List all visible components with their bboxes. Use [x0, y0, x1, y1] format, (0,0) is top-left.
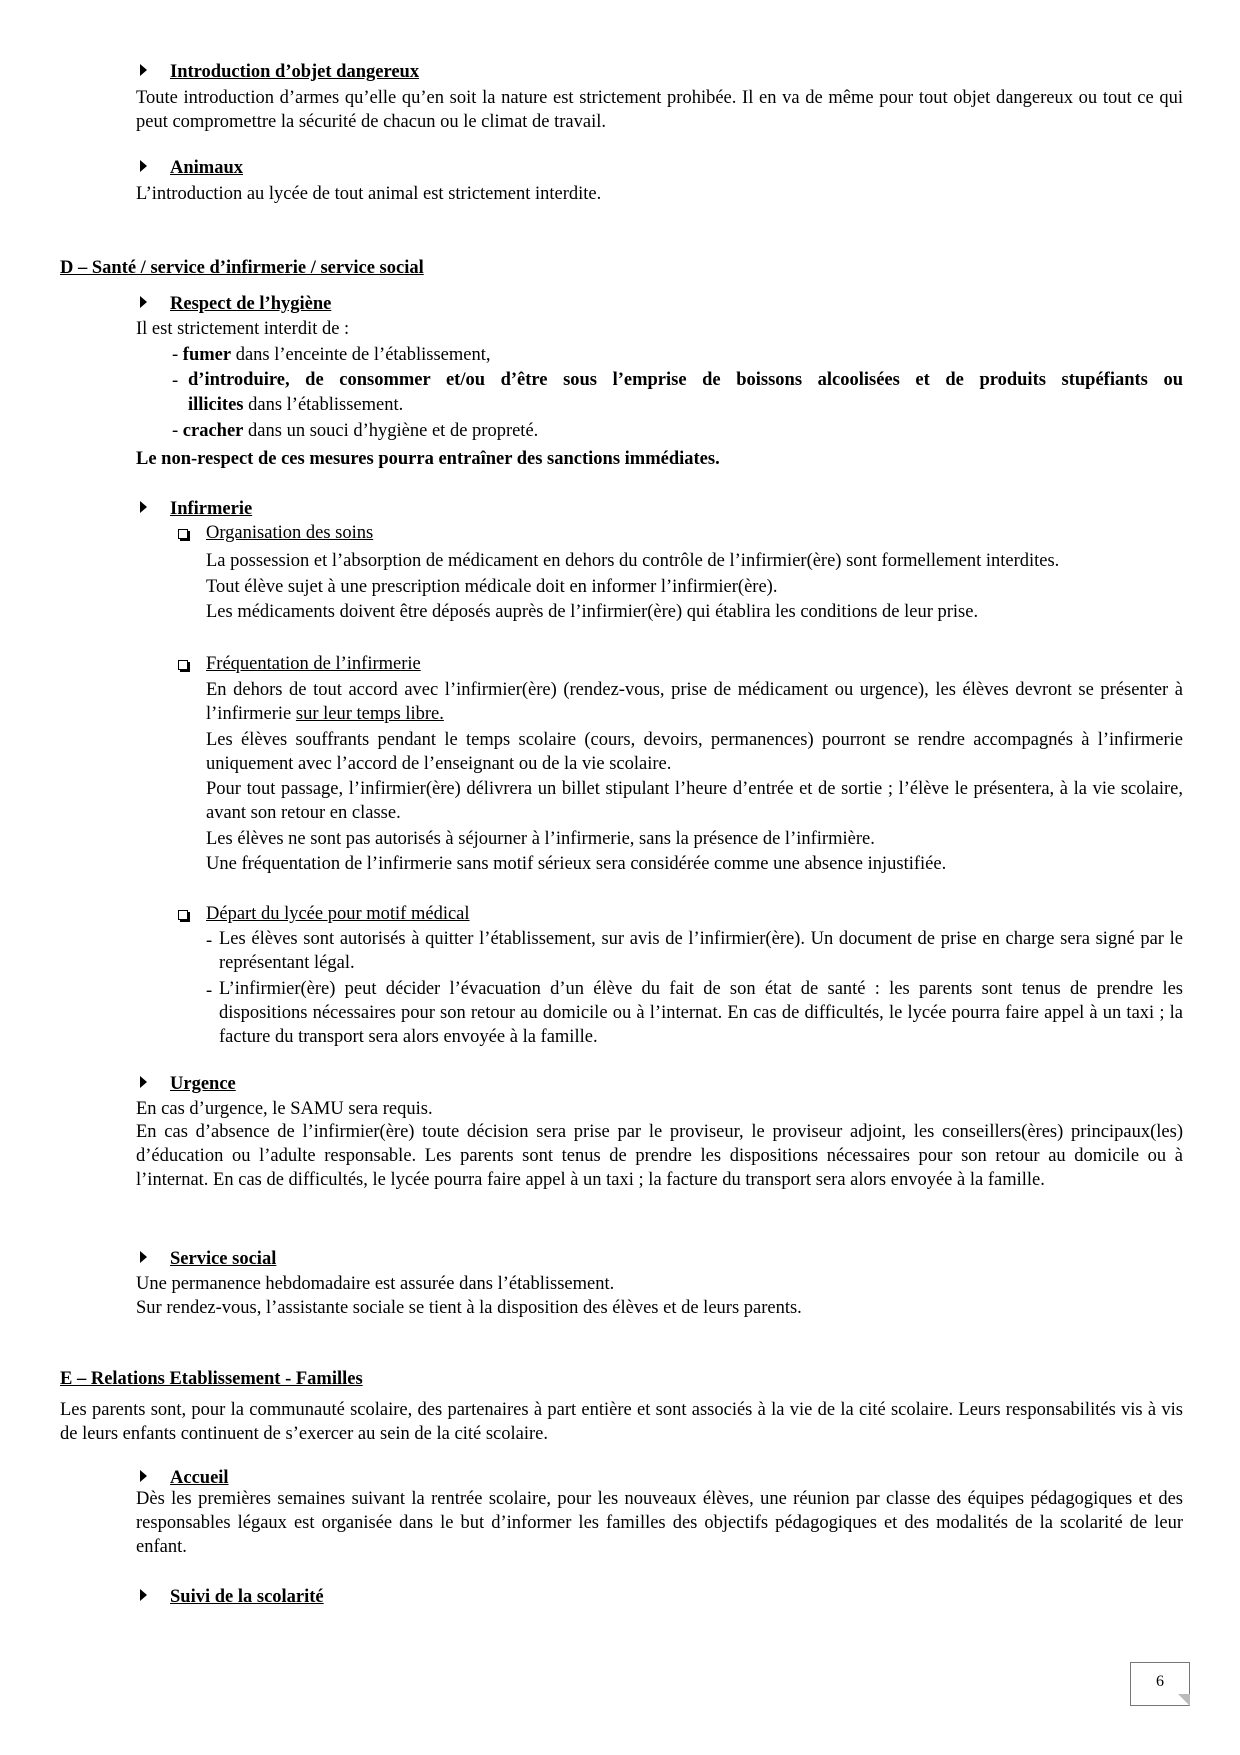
paragraph-objets: Toute introduction d’armes qu’elle qu’en soit la nature est strictement prohibée. Il en va de même pour tout objet dangereux ou tout ce qui peut compromettre la sécurité de chacun ou le climat de travail. — [136, 88, 1183, 132]
page-fold-icon — [1178, 1694, 1190, 1706]
checkbox-icon — [178, 660, 188, 670]
bullet-arrow-icon — [140, 160, 147, 172]
section-title-social: Service social — [170, 1249, 277, 1269]
sub-title-soins: Organisation des soins — [206, 523, 374, 543]
checkbox-icon — [178, 529, 188, 539]
soins-p1: La possession et l’absorption de médicament en dehors du contrôle de l’infirmier(ère) sont formellement interdites. — [206, 551, 1060, 571]
frequentation-p4: Les élèves ne sont pas autorisés à séjourner à l’infirmerie, sans la présence de l’infirmière. — [206, 829, 875, 849]
sub-title-frequentation: Fréquentation de l’infirmerie — [206, 654, 421, 674]
hygiene-item-1: - fumer dans l’enceinte de l’établissement, — [172, 345, 491, 365]
bullet-arrow-icon — [140, 1251, 147, 1263]
frequentation-p2: Les élèves souffrants pendant le temps scolaire (cours, devoirs, permanences) pourront se rendre accompagnés à l’infirmerie uniquement avec l’accord de l’enseignant ou de la vie scolaire. — [206, 730, 1183, 774]
hygiene-item-2-line1: d’introduire, de consommer et/ou d’être sous l’emprise de boissons alcoolisées et de produits stupéfiants ou — [188, 370, 1183, 390]
hygiene-item-2-bold: illicites — [188, 395, 244, 415]
hygiene-item-2-rest: dans l’établissement. — [243, 395, 404, 415]
depart-p1: Les élèves sont autorisés à quitter l’établissement, sur avis de l’infirmier(ère). Un document de prise en charge sera signé par le représentant légal. — [219, 929, 1183, 973]
depart-dash-2: - — [206, 981, 213, 1001]
frequentation-p1-underlined: sur leur temps libre. — [295, 704, 444, 724]
bullet-arrow-icon — [140, 64, 147, 76]
bullet-arrow-icon — [140, 1076, 147, 1088]
urgence-p2: En cas d’absence de l’infirmier(ère) toute décision sera prise par le proviseur, le proviseur adjoint, les conseillers(ères) principaux(les) d’éducation ou l’adulte responsable. Les parents sont tenus de prendre les dispositions nécessaires pour son retour au domicile ou à l’internat. En cas de difficultés, le lycée pourra faire appel à un taxi ; la facture du transport sera alors envoyée à la famille. — [136, 1122, 1183, 1190]
hygiene-item-2-prefix: - — [172, 371, 179, 391]
soins-p2: Tout élève sujet à une prescription médicale doit en informer l’infirmier(ère). — [206, 577, 778, 597]
paragraph-animaux: L’introduction au lycée de tout animal est strictement interdite. — [136, 184, 602, 204]
section-title-accueil: Accueil — [170, 1468, 229, 1488]
bullet-arrow-icon — [140, 296, 147, 308]
accueil-text: Dès les premières semaines suivant la rentrée scolaire, pour les nouveaux élèves, une réunion par classe des équipes pédagogiques et des responsables légaux est organisée dans le but d’informer les familles des objectifs pédagogiques et des modalités de la scolarité de leur enfant. — [136, 1489, 1183, 1557]
depart-dash-1: - — [206, 931, 213, 951]
hygiene-item-3-rest: dans un souci d’hygiène et de propreté. — [243, 421, 539, 441]
relations-intro: Les parents sont, pour la communauté scolaire, des partenaires à part entière et sont associés à la vie de la cité scolaire. Leurs responsabilités vis à vis de leurs enfants continuent de s’exercer au sein de la cité scolaire. — [60, 1400, 1183, 1444]
checkbox-icon — [178, 910, 188, 920]
frequentation-p5: Une fréquentation de l’infirmerie sans motif sérieux sera considérée comme une absence injustifiée. — [206, 854, 947, 874]
hygiene-item-2-line2 — [188, 396, 403, 415]
frequentation-p3: Pour tout passage, l’infirmier(ère) délivrera un billet stipulant l’heure d’entrée et de sortie ; l’élève le présentera, à la vie scolaire, avant son retour en classe. — [206, 779, 1183, 823]
page-number: 6 — [1156, 1673, 1164, 1690]
hygiene-intro: Il est strictement interdit de : — [136, 319, 350, 339]
sub-title-depart: Départ du lycée pour motif médical — [206, 904, 470, 924]
section-heading-e: E – Relations Etablissement - Familles — [60, 1369, 363, 1389]
hygiene-item-3-bold: cracher — [182, 421, 244, 441]
social-p2: Sur rendez-vous, l’assistante sociale se tient à la disposition des élèves et de leurs parents. — [136, 1298, 802, 1318]
section-title-animaux: Animaux — [170, 158, 243, 178]
social-p1: Une permanence hebdomadaire est assurée dans l’établissement. — [136, 1274, 615, 1294]
section-title-urgence: Urgence — [170, 1074, 236, 1094]
section-title-hygiene: Respect de l’hygiène — [170, 294, 332, 314]
hygiene-item-3: - cracher dans un souci d’hygiène et de propreté. — [172, 421, 539, 441]
section-title-objets: Introduction d’objet dangereux — [170, 62, 420, 82]
hygiene-item-1-rest: dans l’enceinte de l’établissement, — [231, 345, 491, 365]
urgence-p1: En cas d’urgence, le SAMU sera requis. — [136, 1099, 433, 1119]
bullet-arrow-icon — [140, 1470, 147, 1482]
page-number-box — [1130, 1662, 1190, 1706]
bullet-arrow-icon — [140, 1589, 147, 1601]
section-title-suivi: Suivi de la scolarité — [170, 1587, 324, 1607]
hygiene-warning: Le non-respect de ces mesures pourra entraîner des sanctions immédiates. — [136, 449, 720, 469]
section-heading-d: D – Santé / service d’infirmerie / service social — [60, 258, 424, 278]
section-title-infirmerie: Infirmerie — [170, 499, 253, 519]
frequentation-p1-text: En dehors de tout accord avec l’infirmier(ère) (rendez-vous, prise de médicament ou urgence), les élèves devront se présenter à l’infirmerie — [206, 680, 1183, 724]
depart-p2: L’infirmier(ère) peut décider l’évacuation d’un élève du fait de son état de santé : les parents sont tenus de prendre les dispositions nécessaires pour son retour au domicile ou à l’internat. En cas de difficultés, le lycée pourra faire appel à un taxi ; la facture du transport sera alors envoyée à la famille. — [219, 979, 1183, 1047]
bullet-arrow-icon — [140, 501, 147, 513]
frequentation-p1 — [206, 678, 1183, 726]
soins-p3: Les médicaments doivent être déposés auprès de l’infirmier(ère) qui établira les conditions de leur prise. — [206, 602, 979, 622]
hygiene-item-1-bold: fumer — [182, 345, 232, 365]
